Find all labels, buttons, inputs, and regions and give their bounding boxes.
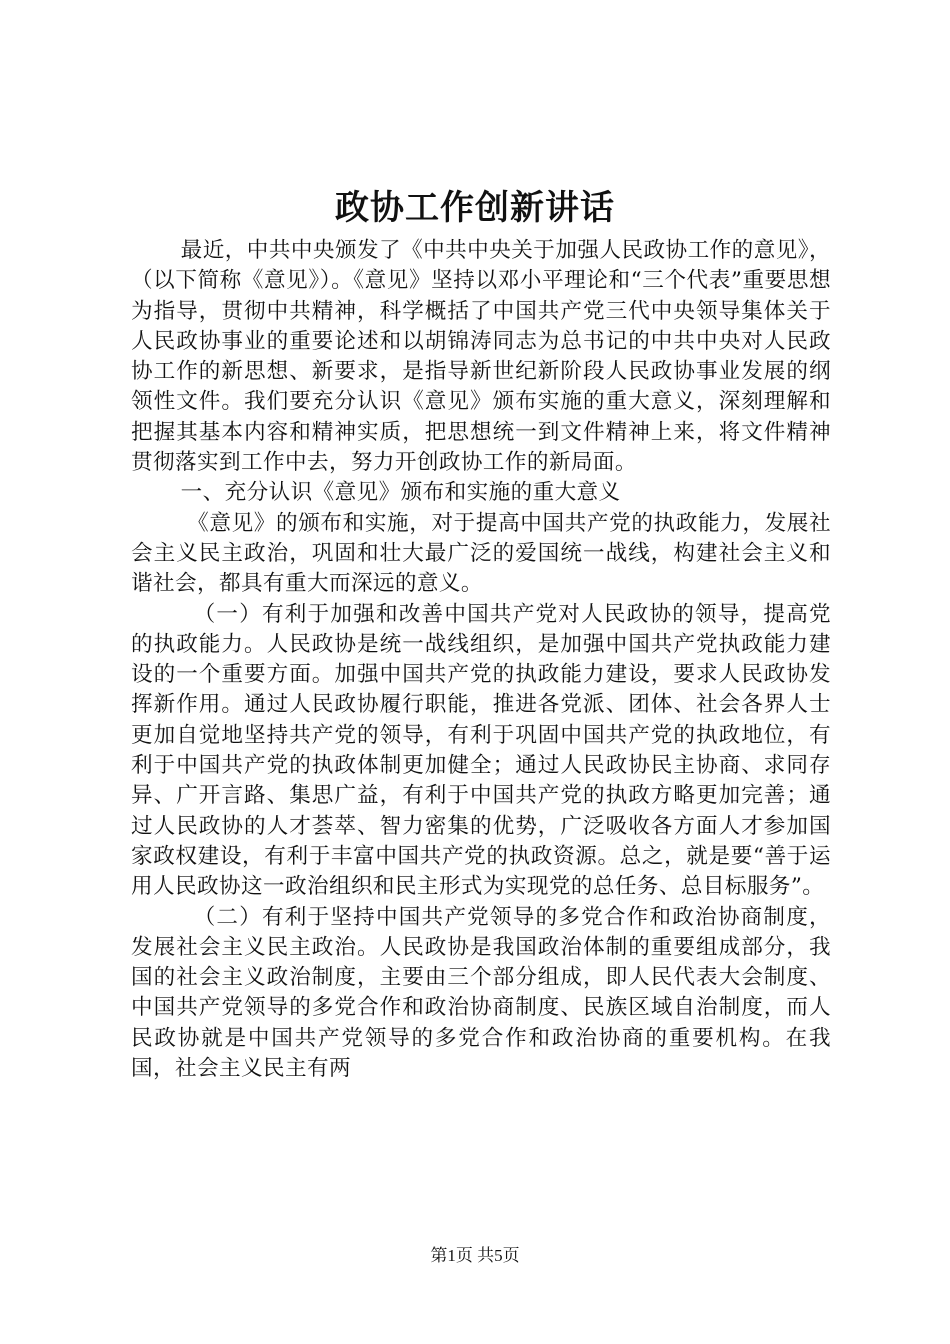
page-number-footer: 第1页 共5页 xyxy=(430,1246,520,1265)
paragraph-significance: 《意见》的颁布和实施，对于提高中国共产党的执政能力，发展社会主义民主政治，巩固和壮大最广泛的爱国统一战线，构建社会主义和谐社会，都具有重大而深远的意义。 xyxy=(131,510,831,597)
document-body xyxy=(131,236,831,1084)
page-title: 政协工作创新讲话 xyxy=(335,188,615,228)
paragraph-point-1: （一）有利于加强和改善中国共产党对人民政协的领导，提高党的执政能力。人民政协是统一战线组织，是加强中国共产党执政能力建设的一个重要方面。加强中国共产党的执政能力建设，要求人民政协发挥新作用。通过人民政协履行职能，推进各党派、团体、社会各界人士更加自觉地坚持共产党的领导，有利于巩固中国共产党的执政地位，有利于中国共产党的执政体制更加健全；通过人民政协民主协商、求同存异、广开言路、集思广益，有利于中国共产党的执政方略更加完善；通过人民政协的人才荟萃、智力密集的优势，广泛吸收各方面人才参加国家政权建设，有利于丰富中国共产党的执政资源。总之，就是要“善于运用人民政协这一政治组织和民主形式为实现党的总任务、总目标服务”。 xyxy=(131,601,831,900)
paragraph-intro: 最近，中共中央颁发了《中共中央关于加强人民政协工作的意见》，（以下简称《意见》）。《意见》坚持以邓小平理论和“三个代表”重要思想为指导，贯彻中共精神，科学概括了中国共产党三代中央领导集体关于人民政协事业的重要论述和以胡锦涛同志为总书记的中共中央对人民政协工作的新思想、新要求，是指导新世纪新阶段人民政协事业发展的纲领性文件。我们要充分认识《意见》颁布实施的重大意义，深刻理解和把握其基本内容和精神实质，把思想统一到文件精神上来，将文件精神贯彻落实到工作中去，努力开创政协工作的新局面。 xyxy=(131,238,831,476)
paragraph-point-2: （二）有利于坚持中国共产党领导的多党合作和政治协商制度，发展社会主义民主政治。人民政协是我国政治体制的重要组成部分，我国的社会主义政治制度，主要由三个部分组成，即人民代表大会制度、中国共产党领导的多党合作和政治协商制度、民族区域自治制度，而人民政协就是中国共产党领导的多党合作和政治协商的重要机构。在我国，社会主义民主有两 xyxy=(131,904,831,1082)
section-heading-1: 一、充分认识《意见》颁布和实施的重大意义 xyxy=(180,480,621,506)
